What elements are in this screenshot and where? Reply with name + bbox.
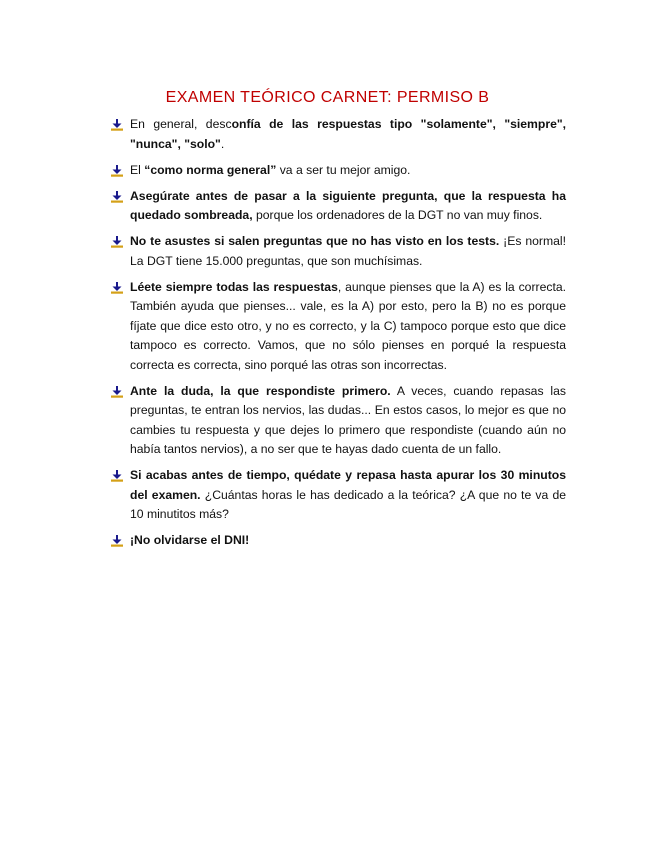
arrow-down-bullet-icon [110, 470, 124, 482]
item-bold-text: ¡No olvidarse el DNI! [130, 533, 250, 547]
item-text: , aunque pienses que la A) es la correcta. También ayuda que pienses... vale, es la A) por esto, pero la B) no es porque fíjate que dice esto otro, y no es correcto, y la C) tampoco porque esto que dice tampoco es correcto. Vamos, que no sólo pienses en porqué la respuesta correcta es correcta, sino porqué las otras son incorrectas. [130, 279, 566, 372]
item-bold-text: Léete siempre todas las respuestas [130, 279, 338, 294]
item-bold-text: Ante la duda, la que respondiste primero. [130, 383, 391, 398]
item-text: A veces, cuando repasas las preguntas, te entran los nervios, las dudas... En estos casos, lo mejor es que no cambies tu respuesta y que dejes lo primero que respondiste (cuando aún no había tantos nervios), a no ser que te hayas dado cuenta de un fallo. [130, 383, 567, 456]
arrow-down-bullet-icon [110, 165, 124, 177]
item-text: . [220, 136, 225, 151]
arrow-down-bullet-icon [110, 236, 124, 248]
list-item [108, 161, 566, 181]
document-title: EXAMEN TEÓRICO CARNET: PERMISO B [165, 88, 490, 106]
item-bold-text: onfía de las respuestas tipo "solamente", "siempre", "nunca", "solo" [130, 117, 567, 151]
list-item [108, 115, 566, 154]
arrow-down-bullet-icon [110, 191, 124, 203]
item-bold-text: Asegúrate antes de pasar a la siguiente pregunta, que la respuesta ha quedado sombreada, [130, 188, 566, 222]
list-item [108, 382, 566, 460]
item-text: va a ser tu mejor amigo. [276, 162, 411, 177]
item-text: ¿Cuántas horas le has dedicado a la teórica? ¿A que no te va de 10 minutitos más? [130, 487, 567, 521]
item-bold-text: No te asustes si salen preguntas que no has visto en los tests. [130, 234, 500, 248]
item-bold-text: “como norma general” [144, 162, 277, 177]
arrow-down-bullet-icon [110, 386, 124, 398]
list-item [108, 531, 566, 551]
arrow-down-bullet-icon [110, 282, 124, 294]
list-item [108, 278, 566, 376]
item-text: El [130, 162, 145, 177]
item-text: ¡Es normal! La DGT tiene 15.000 preguntas, que son muchísimas. [130, 234, 566, 268]
tips-list [108, 115, 566, 557]
list-item [108, 232, 566, 271]
item-text: En general, desc [130, 117, 232, 131]
arrow-down-bullet-icon [110, 119, 124, 131]
list-item [108, 466, 566, 525]
item-text: porque los ordenadores de la DGT no van muy finos. [252, 208, 543, 222]
arrow-down-bullet-icon [110, 535, 124, 547]
item-bold-text: Si acabas antes de tiempo, quédate y repasa hasta apurar los 30 minutos del examen. [130, 468, 566, 502]
list-item [108, 187, 566, 226]
